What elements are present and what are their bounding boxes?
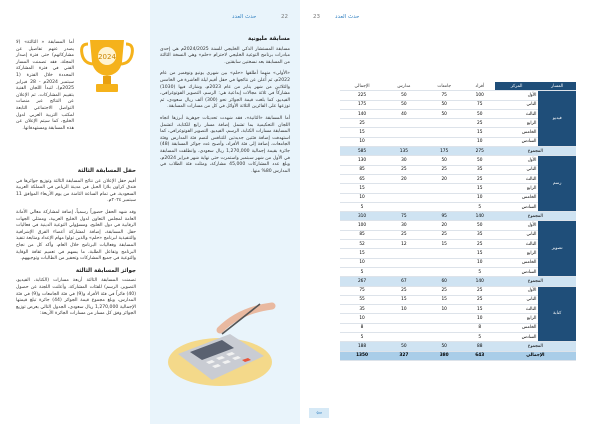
- rank-label: الرابع: [495, 314, 539, 323]
- table-cell: [424, 184, 465, 193]
- grand-total-row: [340, 351, 576, 360]
- table-cell: 175: [340, 100, 384, 109]
- table-cell: 15: [340, 184, 384, 193]
- table-cell: [384, 258, 424, 267]
- table-cell: 30: [384, 156, 424, 165]
- table-cell: 15: [424, 240, 465, 249]
- subtotal-row: [340, 342, 576, 351]
- left-paragraph-4: تضمنت المسابقة الثالثة أربعة مسارات (الكتابة، الفيديو، التصوير، الرسم) للفئات المشاركة، وأعلنت اللجنة عن حصول (40) فائزاً في فئة الأفراد و(9) في فئة الجامعات و(9) في فئة المدارس، وبلغ مجموع قيمة الجوائز (44) جائزة تبلغ قيمتها الإجمالية 1,270,000 ريال سعودي، الجدول التالي يعرض توزيع الجوائز وفق كل مسار من مسارات الجائزة الأربعة:: [16, 278, 137, 317]
- table-cell: 10: [465, 137, 495, 146]
- left-paragraph-3: وقد شهد الحفل حضوراً رسمياً، إضافة لمشاركة معالي الأمانة العامة لمجلس التعاون لدول الخليج العربية، وممثلي الجهات الرقابية في دول الخليج، ومسؤولي التوعية الدينية في فعاليات حفل المسابقة، إضافة لمشاركة أعضاء الفرق الإشرافية والتنفيذية لبرنامج «حلم» والذين تولوا مهام الإعداد ومتابعة تنفيذ المسابقة وفعاليات البرنامج خلال العام، وأكد كل من نجاح البرنامج وتفاعل الطلبة، ما يسهم في تعميم ثقافة الوقاية والتوعية في جميع المشاركات وتحفيز من الطالبات وتوجيههم.: [16, 209, 136, 262]
- table-cell: [424, 258, 465, 267]
- table-cell: 12: [384, 240, 424, 249]
- table-cell: 5: [465, 202, 495, 211]
- table-cell: [384, 128, 424, 137]
- table-cell: 25: [465, 174, 495, 183]
- rank-label: السادس: [495, 202, 539, 211]
- table-cell: 130: [340, 156, 384, 165]
- table-cell: 25: [465, 295, 495, 304]
- calculator-illustration: [160, 300, 280, 390]
- subtotal-cell: 585: [340, 147, 384, 156]
- table-cell: 10: [465, 193, 495, 202]
- table-cell: 100: [340, 221, 384, 230]
- table-cell: [424, 333, 465, 342]
- middle-column: [160, 36, 290, 298]
- right-page-header: حدث العدد: [335, 14, 360, 20]
- table-cell: [384, 249, 424, 258]
- left-page-number: 22: [281, 14, 288, 20]
- table-cell: [424, 137, 465, 146]
- table-cell: 25: [384, 165, 424, 174]
- table-cell: 25: [465, 240, 495, 249]
- rank-label: الثاني: [495, 100, 539, 109]
- prize-table: [340, 82, 576, 361]
- section-title-ceremony: حفل المسابقة الثالثة: [77, 168, 136, 174]
- rank-label: الثاني: [495, 230, 539, 239]
- rank-label: الرابع: [495, 119, 539, 128]
- table-cell: 52: [340, 240, 384, 249]
- rank-label: الأول: [495, 91, 539, 100]
- subtotal-row: [340, 147, 576, 156]
- rank-label: الرابع: [495, 249, 539, 258]
- subtotal-cell: 67: [384, 277, 424, 286]
- rank-label: الخامس: [495, 323, 539, 332]
- subtotal-cell: 275: [465, 147, 495, 156]
- subtotal-label: المجموع: [495, 147, 576, 156]
- rank-label: الأول: [495, 286, 539, 295]
- table-cell: 10: [340, 258, 384, 267]
- header-rank: المركز: [495, 82, 539, 91]
- rank-label: الرابع: [495, 184, 539, 193]
- table-cell: 15: [465, 184, 495, 193]
- table-row: [340, 156, 576, 165]
- table-cell: 225: [340, 91, 384, 100]
- rank-label: السادس: [495, 137, 539, 146]
- table-cell: 85: [340, 165, 384, 174]
- middle-paragraph-3: أما المسابقة «الثانية»، فقد شهدت تحديثات جوهرية أبرزها اتجاه اللجان التحكيمية بما تشمل إضافة مسار رابع للكتابة، لتشمل المسابقة مسارات الكتابة، الرسم، الفيديو، التصوير الفوتوغرافي، كما استهدفت إضافة فئتين جديدتين للتنافس لتضم فئة المدارس وفئة الجامعات، إضافة إلى فئة الأفراد، وأصبح عدد جوائز المسابقة (48) جائزة بقيمة إجمالية 1,270,000 ريال سعودي، وانطلقت المسابقة في الأول من شهر سبتمبر واستمرت حتى نهاية شهر فبراير 2024م، وبلغ عدد المشاركات 45,000 مشاركة، ومثلت فئة الطلاب في المدارس 80% منها.: [160, 115, 290, 174]
- section-title-prizes: جوائز المسابقة الثالثة: [75, 267, 136, 274]
- table-cell: 50: [424, 100, 465, 109]
- table-cell: 10: [340, 314, 384, 323]
- table-cell: 100: [465, 91, 495, 100]
- table-cell: 85: [340, 230, 384, 239]
- header-track: المسار: [538, 82, 576, 91]
- left-paragraph-2: أقيم حفل الإعلان عن نتائج المسابقة الثالثة وتوزيع جوائزها في فندق كراون بلازا الحبل في مدينة الرياض في المملكة العربية السعودية، في تمام الساعة الثامنة من يوم الأربعاء الموافق 11 سبتمبر ٢٠٢٤م.: [16, 178, 136, 204]
- header-universities: جامعات: [424, 82, 465, 91]
- subtotal-cell: 188: [340, 342, 384, 351]
- track-label: كتابة: [538, 286, 576, 342]
- table-row: [340, 221, 576, 230]
- table-cell: 50: [465, 156, 495, 165]
- subtotal-cell: 88: [465, 342, 495, 351]
- rank-label: الخامس: [495, 193, 539, 202]
- table-row: [340, 286, 576, 295]
- table-cell: [424, 119, 465, 128]
- table-header-row: [340, 82, 576, 91]
- subtotal-row: [340, 212, 576, 221]
- rank-label: الثالث: [495, 109, 539, 118]
- header-schools: مدارس: [384, 82, 424, 91]
- right-page-number: 23: [313, 14, 320, 20]
- table-cell: [424, 193, 465, 202]
- subtotal-cell: 135: [384, 147, 424, 156]
- section-title-contest: مسابقة مليونية: [247, 36, 290, 42]
- table-cell: [424, 267, 465, 276]
- track-label: فيديو: [538, 91, 576, 147]
- table-cell: 25: [465, 119, 495, 128]
- rank-label: السادس: [495, 333, 539, 342]
- grand-total-label: الإجمالي: [495, 351, 576, 360]
- table-cell: 25: [424, 286, 465, 295]
- subtotal-cell: 267: [340, 277, 384, 286]
- subtotal-cell: 50: [424, 342, 465, 351]
- table-cell: 10: [465, 258, 495, 267]
- table-cell: [384, 193, 424, 202]
- table-cell: 55: [340, 295, 384, 304]
- rank-label: الأول: [495, 156, 539, 165]
- rank-label: الثالث: [495, 240, 539, 249]
- table-cell: 20: [384, 174, 424, 183]
- table-cell: 5: [465, 333, 495, 342]
- track-label: رسم: [538, 156, 576, 212]
- table-cell: [384, 333, 424, 342]
- table-cell: [384, 314, 424, 323]
- table-cell: 35: [340, 305, 384, 314]
- next-page-button[interactable]: ⇦: [309, 408, 329, 418]
- table-cell: 20: [424, 174, 465, 183]
- table-cell: 8: [340, 323, 384, 332]
- left-column: [16, 108, 136, 408]
- rank-label: الأول: [495, 221, 539, 230]
- table-cell: 25: [424, 230, 465, 239]
- table-cell: 15: [465, 305, 495, 314]
- rank-label: الثاني: [495, 295, 539, 304]
- table-cell: 10: [424, 305, 465, 314]
- trophy-label: 2024: [98, 53, 116, 61]
- table-cell: 15: [465, 128, 495, 137]
- table-cell: 25: [424, 165, 465, 174]
- table-cell: 40: [384, 109, 424, 118]
- table-cell: 5: [340, 267, 384, 276]
- table-cell: 30: [384, 221, 424, 230]
- grand-total-cell: 380: [424, 351, 465, 360]
- rank-label: الثالث: [495, 174, 539, 183]
- table-cell: 25: [340, 119, 384, 128]
- subtotal-cell: 75: [384, 212, 424, 221]
- table-cell: 75: [340, 286, 384, 295]
- table-cell: 10: [465, 314, 495, 323]
- subtotal-cell: 310: [340, 212, 384, 221]
- table-cell: 8: [465, 323, 495, 332]
- table-cell: [424, 314, 465, 323]
- table-body: [340, 91, 576, 361]
- table-cell: [384, 119, 424, 128]
- subtotal-label: المجموع: [495, 212, 576, 221]
- table-cell: [424, 202, 465, 211]
- rank-label: الثالث: [495, 305, 539, 314]
- table-cell: 5: [340, 333, 384, 342]
- table-cell: 140: [340, 109, 384, 118]
- table-cell: 50: [384, 100, 424, 109]
- table-cell: 10: [340, 193, 384, 202]
- table-cell: 5: [340, 202, 384, 211]
- table-cell: [384, 137, 424, 146]
- table-cell: [424, 128, 465, 137]
- rank-label: السادس: [495, 267, 539, 276]
- table-cell: [384, 202, 424, 211]
- left-paragraph-1: أما المسابقة « الثالثة» (لا يصدر عنهم تفاصيل عن مشاركاتهم) حتى فترة إصدار المجلة، فقد تضمنت المسار الفني في فترة المشاركة المحددة خلال الفترة (1 سبتمبر 2024م - 28 فبراير 2025م)، لتبدأ اللجان الفنية بتقييم المشاركات، ثم الإعلان عن النتائج عبر منصات التواصل الاجتماعي التابعة لمكتب التربية العربي لدول الخليج، كما سيتم الإعلان عن هذه المسابقة ومستهدفاتها.: [16, 40, 74, 131]
- subtotal-cell: 140: [465, 212, 495, 221]
- table-cell: 25: [465, 286, 495, 295]
- subtotal-cell: 50: [384, 342, 424, 351]
- table-cell: [384, 184, 424, 193]
- table-cell: [424, 323, 465, 332]
- table-cell: 10: [384, 305, 424, 314]
- middle-paragraph-2: «الأولى» منهما أطلقها «حلم» بين شهري يونيو ونوفمبر من عام 2022م، ثم أُعلن عن نتائجها في حفل أقيم ليلة العاشرة في الخامس والثلاثين من شهر يناير من عام 2023م، وشارك فيها (1030) مشاركاً في ثلاثة مجالات إبداعية هي: الرسم، التصوير الفوتوغرافي، الفيديو، كما بلغت قيمة الجوائز نحو (300) ألف ريال سعودي، ثم توزعها على الفائزين الثلاثة الأوائل في كل من مسارات المسابقة.: [160, 71, 290, 110]
- table-cell: 10: [340, 137, 384, 146]
- subtotal-cell: 140: [465, 277, 495, 286]
- table-cell: 35: [465, 230, 495, 239]
- table-cell: 25: [384, 230, 424, 239]
- table-cell: 75: [465, 100, 495, 109]
- subtotal-label: المجموع: [495, 277, 576, 286]
- track-label: تصوير: [538, 221, 576, 277]
- subtotal-row: [340, 277, 576, 286]
- table-cell: [384, 267, 424, 276]
- table-cell: 50: [465, 109, 495, 118]
- table-cell: 15: [424, 295, 465, 304]
- grand-total-cell: 327: [384, 351, 424, 360]
- table-cell: 50: [384, 91, 424, 100]
- subtotal-label: المجموع: [495, 342, 576, 351]
- table-cell: 15: [340, 128, 384, 137]
- trophy-icon: [80, 36, 134, 96]
- subtotal-cell: 175: [424, 147, 465, 156]
- subtotal-cell: 95: [424, 212, 465, 221]
- grand-total-cell: 643: [465, 351, 495, 360]
- grand-total-cell: 1350: [340, 351, 384, 360]
- table-cell: 20: [424, 221, 465, 230]
- table-cell: 15: [465, 249, 495, 258]
- table-cell: 50: [424, 109, 465, 118]
- rank-label: الخامس: [495, 128, 539, 137]
- table-cell: 50: [424, 156, 465, 165]
- table-cell: 75: [424, 91, 465, 100]
- table-row: [340, 91, 576, 100]
- table-cell: 25: [384, 286, 424, 295]
- table-cell: 15: [340, 249, 384, 258]
- table-cell: [424, 249, 465, 258]
- middle-paragraph-1: مسابقة المستشار الذكي الخليجي للسنة 2024/2025م هي إحدى مبادرات برنامج التوعية الخليجي لاحترام «حلم» وهي النسخة الثالثة من المسابقة بعد نسختين سابقتين.: [160, 46, 291, 65]
- rank-label: الخامس: [495, 258, 539, 267]
- rank-label: الثاني: [495, 165, 539, 174]
- left-page-header: حدث العدد: [232, 14, 257, 20]
- table-cell: 65: [340, 174, 384, 183]
- table-cell: 35: [465, 165, 495, 174]
- table-cell: 15: [384, 295, 424, 304]
- header-individuals: أفراد: [465, 82, 495, 91]
- header-total: الإجمالي: [340, 82, 384, 91]
- table-cell: 50: [465, 221, 495, 230]
- table-cell: 5: [465, 267, 495, 276]
- subtotal-cell: 60: [424, 277, 465, 286]
- table-cell: [384, 323, 424, 332]
